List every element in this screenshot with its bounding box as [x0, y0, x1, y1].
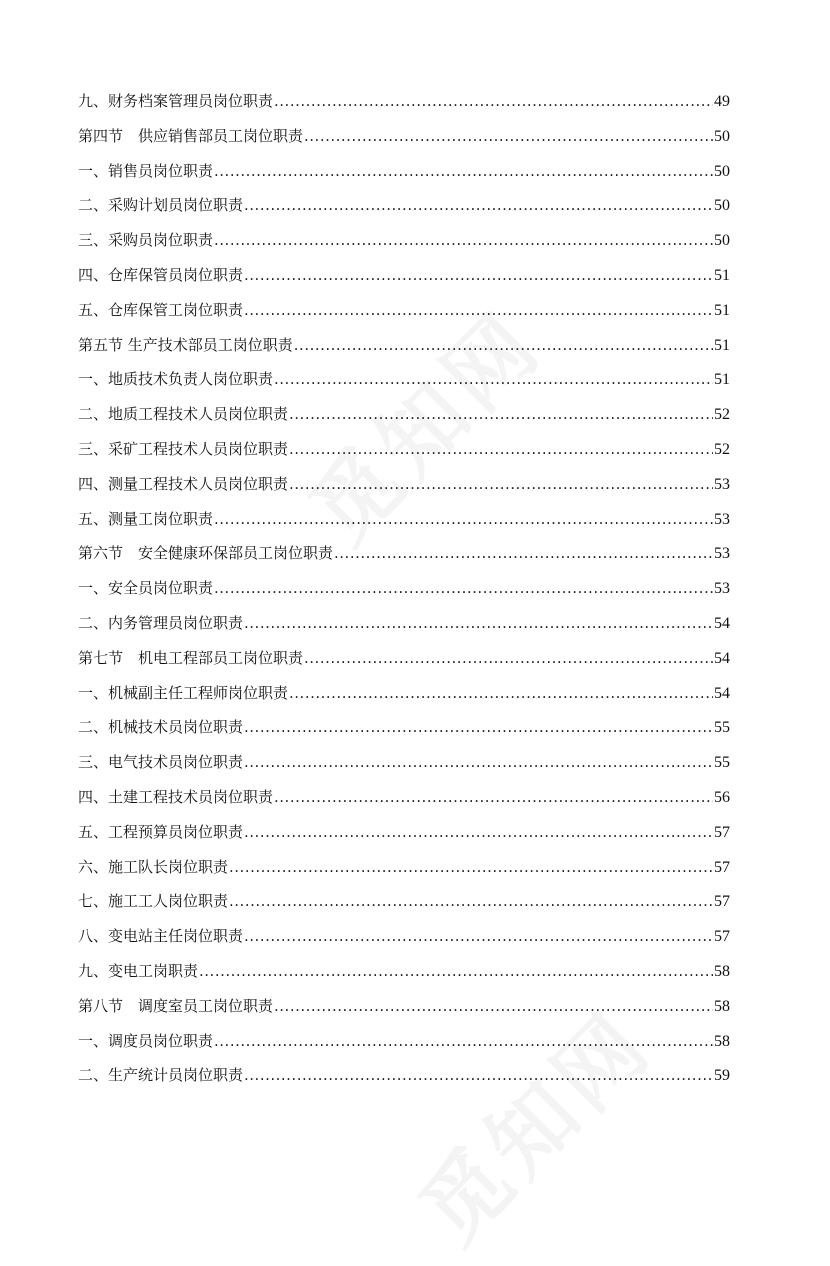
- toc-entry[interactable]: [78, 850, 730, 885]
- toc-entry-page-number: 54: [714, 614, 730, 632]
- toc-entry[interactable]: [78, 467, 730, 502]
- toc-entry[interactable]: [78, 328, 730, 363]
- toc-entry-page-number: 56: [714, 788, 730, 806]
- toc-entry-title: 二、采购计划员岗位职责: [78, 196, 244, 215]
- toc-entry[interactable]: [78, 815, 730, 850]
- toc-entry-title: 第五节 生产技术部员工岗位职责: [78, 335, 293, 354]
- toc-entry-title: 四、仓库保管员岗位职责: [78, 265, 244, 284]
- toc-entry-title: 七、施工工人岗位职责: [78, 892, 229, 911]
- toc-entry[interactable]: [78, 188, 730, 223]
- toc-entry-page-number: 52: [714, 406, 730, 424]
- toc-entry[interactable]: [78, 919, 730, 954]
- toc-dot-leader: [244, 919, 713, 954]
- toc-entry-title: 五、测量工岗位职责: [78, 509, 214, 528]
- toc-entry[interactable]: [78, 536, 730, 571]
- toc-dot-leader: [294, 328, 713, 363]
- toc-entry-title: 一、安全员岗位职责: [78, 579, 214, 598]
- toc-entry-page-number: 50: [714, 162, 730, 180]
- toc-entry-page-number: 51: [714, 266, 730, 284]
- toc-dot-leader: [274, 989, 713, 1024]
- toc-entry[interactable]: [78, 258, 730, 293]
- toc-dot-leader: [244, 745, 713, 780]
- toc-entry-page-number: 55: [714, 754, 730, 772]
- toc-entry-page-number: 55: [714, 719, 730, 737]
- toc-entry-title: 一、销售员岗位职责: [78, 161, 214, 180]
- toc-entry[interactable]: [78, 884, 730, 919]
- toc-dot-leader: [199, 954, 713, 989]
- toc-entry-title: 一、机械副主任工程师岗位职责: [78, 683, 289, 702]
- toc-entry-page-number: 58: [714, 997, 730, 1015]
- toc-dot-leader: [304, 119, 713, 154]
- toc-dot-leader: [304, 641, 713, 676]
- toc-entry[interactable]: [78, 710, 730, 745]
- toc-entry-page-number: 53: [714, 545, 730, 563]
- toc-entry-page-number: 57: [714, 928, 730, 946]
- toc-entry-title: 六、施工队长岗位职责: [78, 857, 229, 876]
- toc-dot-leader: [214, 1024, 713, 1059]
- toc-entry[interactable]: [78, 293, 730, 328]
- toc-entry-title: 五、仓库保管工岗位职责: [78, 300, 244, 319]
- toc-entry-title: 三、电气技术员岗位职责: [78, 753, 244, 772]
- toc-entry-title: 第八节 调度室员工岗位职责: [78, 996, 274, 1015]
- toc-entry-title: 第七节 机电工程部员工岗位职责: [78, 648, 304, 667]
- toc-entry-page-number: 52: [714, 440, 730, 458]
- toc-dot-leader: [289, 676, 713, 711]
- toc-entry-title: 九、变电工岗职责: [78, 961, 199, 980]
- toc-entry-title: 一、调度员岗位职责: [78, 1031, 214, 1050]
- toc-dot-leader: [274, 84, 713, 119]
- toc-entry[interactable]: [78, 745, 730, 780]
- toc-dot-leader: [244, 1058, 713, 1093]
- toc-dot-leader: [214, 571, 713, 606]
- toc-entry[interactable]: [78, 362, 730, 397]
- toc-entry-page-number: 51: [714, 371, 730, 389]
- toc-dot-leader: [244, 710, 713, 745]
- toc-entry-page-number: 50: [714, 197, 730, 215]
- toc-dot-leader: [229, 884, 713, 919]
- toc-dot-leader: [289, 467, 713, 502]
- toc-entry-title: 二、生产统计员岗位职责: [78, 1066, 244, 1085]
- toc-entry-page-number: 58: [714, 962, 730, 980]
- toc-entry-page-number: 51: [714, 301, 730, 319]
- toc-entry-title: 八、变电站主任岗位职责: [78, 927, 244, 946]
- toc-dot-leader: [214, 223, 713, 258]
- toc-entry-page-number: 50: [714, 232, 730, 250]
- toc-entry-page-number: 50: [714, 127, 730, 145]
- toc-entry-page-number: 54: [714, 684, 730, 702]
- toc-dot-leader: [289, 397, 713, 432]
- toc-entry-title: 第六节 安全健康环保部员工岗位职责: [78, 544, 334, 563]
- toc-dot-leader: [244, 815, 713, 850]
- toc-dot-leader: [334, 536, 713, 571]
- toc-entry-title: 三、采购员岗位职责: [78, 231, 214, 250]
- toc-entry[interactable]: [78, 1024, 730, 1059]
- toc-entry-title: 二、地质工程技术人员岗位职责: [78, 405, 289, 424]
- toc-dot-leader: [214, 502, 713, 537]
- toc-entry[interactable]: [78, 84, 730, 119]
- toc-entry-title: 五、工程预算员岗位职责: [78, 822, 244, 841]
- toc-entry[interactable]: [78, 780, 730, 815]
- toc-entry[interactable]: [78, 676, 730, 711]
- toc-entry[interactable]: [78, 1058, 730, 1093]
- toc-dot-leader: [244, 293, 713, 328]
- toc-entry-page-number: 59: [714, 1067, 730, 1085]
- toc-entry[interactable]: [78, 954, 730, 989]
- toc-entry[interactable]: [78, 119, 730, 154]
- toc-entry[interactable]: [78, 432, 730, 467]
- toc-entry[interactable]: [78, 154, 730, 189]
- toc-entry-page-number: 54: [714, 649, 730, 667]
- toc-entry-page-number: 53: [714, 510, 730, 528]
- toc-dot-leader: [289, 432, 713, 467]
- toc-entry-page-number: 57: [714, 893, 730, 911]
- toc-entry[interactable]: [78, 989, 730, 1024]
- toc-entry[interactable]: [78, 397, 730, 432]
- toc-entry[interactable]: [78, 641, 730, 676]
- toc-entry-title: 四、测量工程技术人员岗位职责: [78, 474, 289, 493]
- toc-entry-page-number: 57: [714, 823, 730, 841]
- toc-entry-title: 二、机械技术员岗位职责: [78, 718, 244, 737]
- toc-entry[interactable]: [78, 606, 730, 641]
- toc-entry-page-number: 49: [714, 93, 730, 110]
- toc-entry-title: 四、土建工程技术员岗位职责: [78, 787, 274, 806]
- toc-entry-page-number: 53: [714, 475, 730, 493]
- toc-dot-leader: [244, 258, 713, 293]
- toc-dot-leader: [274, 362, 713, 397]
- toc-dot-leader: [214, 154, 713, 189]
- toc-dot-leader: [229, 850, 713, 885]
- table-of-contents: [78, 84, 730, 1093]
- toc-entry-page-number: 58: [714, 1032, 730, 1050]
- toc-dot-leader: [244, 606, 713, 641]
- toc-entry-title: 第四节 供应销售部员工岗位职责: [78, 126, 304, 145]
- toc-entry-page-number: 53: [714, 580, 730, 598]
- toc-entry-title: 九、财务档案管理员岗位职责: [78, 92, 274, 110]
- toc-entry-title: 二、内务管理员岗位职责: [78, 613, 244, 632]
- toc-entry-title: 一、地质技术负责人岗位职责: [78, 370, 274, 389]
- toc-entry[interactable]: [78, 502, 730, 537]
- toc-entry[interactable]: [78, 571, 730, 606]
- toc-entry-page-number: 57: [714, 858, 730, 876]
- toc-entry-page-number: 51: [714, 336, 730, 354]
- toc-dot-leader: [274, 780, 713, 815]
- toc-entry-title: 三、采矿工程技术人员岗位职责: [78, 439, 289, 458]
- toc-entry[interactable]: [78, 223, 730, 258]
- toc-dot-leader: [244, 188, 713, 223]
